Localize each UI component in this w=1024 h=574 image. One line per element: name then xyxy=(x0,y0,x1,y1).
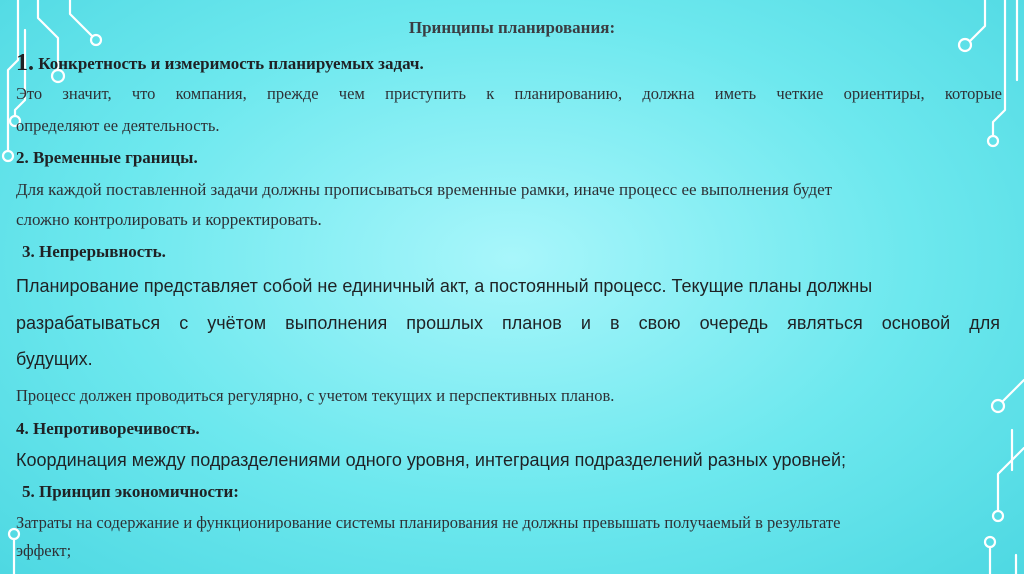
principle-4-number: 4. xyxy=(16,419,29,438)
principle-1-number: 1. xyxy=(16,50,34,76)
principle-2-number: 2. xyxy=(16,148,29,167)
principle-2-text-line-2: сложно контролировать и корректировать. xyxy=(16,210,322,229)
principle-3-text-line-4: Процесс должен проводиться регулярно, с учетом текущих и перспективных планов. xyxy=(16,386,615,405)
principle-1-heading: Конкретность и измеримость планируемых задач. xyxy=(38,54,424,73)
principle-5-heading: Принцип экономичности: xyxy=(39,482,239,501)
page-title: Принципы планирования: xyxy=(408,18,616,37)
principle-5-text-line-2: эффект; xyxy=(16,541,72,560)
principle-1-text-line-1: Это значит, что компания, прежде чем приступить к планированию, должна иметь четкие ориентиры, которые xyxy=(16,84,1002,103)
principle-4-heading: Непротиворечивость. xyxy=(33,419,200,438)
principle-2-heading-row xyxy=(16,148,198,168)
principle-2-text-line-1: Для каждой поставленной задачи должны прописываться временные рамки, иначе процесс ее выполнения будет xyxy=(16,180,833,199)
principle-5-heading-row xyxy=(22,482,239,502)
principle-5-text-line-1: Затраты на содержание и функционирование системы планирования не должны превышать получаемый в результате xyxy=(16,513,841,532)
principle-1-text-line-2: определяют ее деятельность. xyxy=(16,116,220,135)
principle-3-text-line-1: Планирование представляет собой не единичный акт, а постоянный процесс. Текущие планы должны xyxy=(16,276,873,296)
principle-3-text-line-3: будущих. xyxy=(16,349,93,369)
principle-3-number: 3. xyxy=(22,242,35,261)
principle-3-heading-row xyxy=(22,242,166,262)
principle-3-heading: Непрерывность. xyxy=(39,242,166,261)
principle-4-heading-row xyxy=(16,419,200,439)
principle-5-number: 5. xyxy=(22,482,35,501)
principle-4-text-line-1: Координация между подразделениями одного уровня, интеграция подразделений разных уровней; xyxy=(16,450,847,470)
principle-2-heading: Временные границы. xyxy=(33,148,198,167)
principle-3-text-line-2: разрабатываться с учётом выполнения прошлых планов и в свою очередь являться основой для xyxy=(16,313,1000,333)
principle-1-heading-row xyxy=(16,50,424,77)
